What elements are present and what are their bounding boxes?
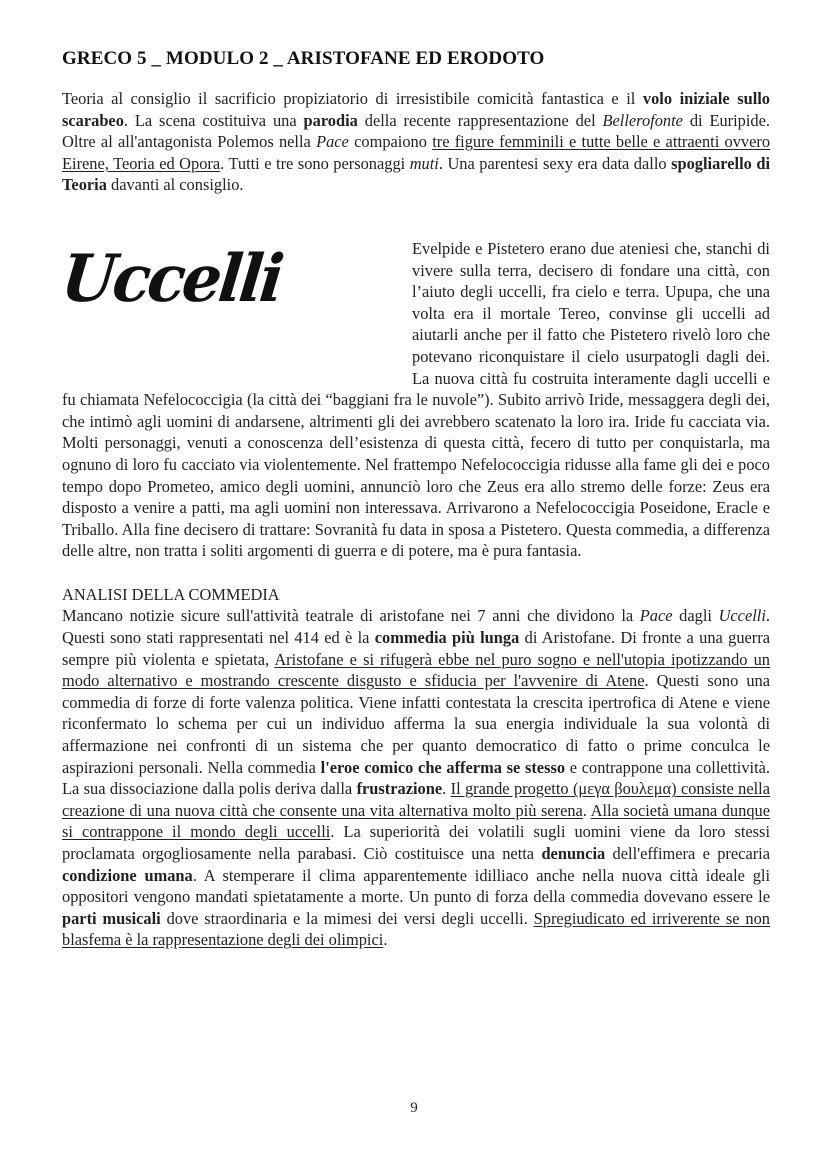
bold-text: parti musicali (62, 908, 161, 928)
italic-text: Pace (639, 606, 673, 626)
text-run: . A stemperare il clima apparentemente idilliaco anche nella nuova città ideale gli oppositori vengono mandati spietatamente a morte. Un punto di forza della commedia dovevano essere le (62, 865, 770, 907)
analysis-heading: ANALISI DELLA COMMEDIA (62, 584, 280, 604)
section-uccelli (57, 238, 770, 562)
text-run: dagli (672, 606, 719, 626)
page-number: 9 (410, 1100, 418, 1116)
bold-text: parodia (303, 110, 358, 130)
text-run: . Questi sono una commedia di forze di forte valenza politica. Viene infatti contestata la crescita ipertrofica di Atene e viene riconfermato lo schema per cui un individuo afferma la sua energia individuale la sua volontà di affermazione nei confronti di un sistema che per quanto democratico di fatto o prime conculca le aspirazioni personali. Nella commedia (62, 671, 770, 777)
bold-text: volo iniziale sullo scarabeo (62, 89, 771, 130)
text-run: della recente rappresentazione del (357, 110, 603, 130)
text-run: . Una parentesi sexy era data dallo (438, 153, 672, 173)
text-run: Teoria al consiglio il sacrificio propiziatorio di irresistibile comicità fantastica e il (62, 89, 643, 108)
text-run: Evelpide e Pistetero erano due ateniesi che, stanchi di vivere sulla terra, decisero di fondare una città, con l’aiuto degli uccelli, fra cielo e terra. Upupa, che una volta era il mortale Tereo, convinse gli uccelli ad aiutarli anche per il fatto che Pistetero rivelò loro che potevano riconquistare il cielo usurpatogli dagli dei. La nuova città fu costruita interamente dagli uccelli e fu chiamata Nefelococcigia (la città dei “baggiani fra le nuvole”). Subito arrivò Iride, messaggera degli dei, che intimò agli uomini di andarsene, altrimenti gli dei avrebbero scatenato la loro ira. Iride fu cacciata via. Molti personaggi, venuti a conoscenza dell’esistenza di questa città, fecero di tutto per conquistarla, ma ognuno di loro fu cacciato via violentemente. Nel frattempo Nefelococcigia ridusse alla fame gli dei e poco tempo dopo Prometeo, amico degli uomini, annunciò loro che Zeus era allo stremo delle forze: Zeus era disposto a venire a patti, ma agli uomini non interessava. Arrivarono a Nefelococcigia Poseidone, Eracle e Triballo. Alla fine decisero di trattare: Sovranità fu data in sposa a Pistetero. Questa commedia, a differenza delle altre, non tratta i soliti argomenti di guerra e di potere, ma è pura fantasia. (62, 238, 770, 561)
bold-text: condizione umana (62, 865, 193, 885)
bold-text: l'eroe comico che afferma se stesso (320, 757, 566, 777)
text-run: . La superiorità dei volatili sugli uomini viene da loro stessi proclamata orgogliosamente nella parabasi. Ciò costituisce una netta (62, 822, 770, 863)
italic-text: Pace (316, 132, 349, 152)
underlined-text: tre figure femminili e tutte belle e attraenti ovvero Eirene, Teoria ed Opora (62, 132, 771, 173)
text-run: e contrappone una collettività. La sua dissociazione dalla polis deriva dalla (62, 757, 770, 799)
paragraph-analysis (62, 605, 770, 951)
document-page (57, 48, 771, 951)
text-run: . (442, 779, 451, 799)
text-run: dell'effimera e precaria (605, 844, 771, 863)
bold-text: spogliarello di Teoria (62, 153, 771, 195)
text-run: dove straordinaria e la mimesi dei versi degli uccelli. (160, 908, 534, 928)
text-run: compaiono (348, 132, 433, 152)
text-run: di Euripide. Oltre al all'antagonista Polemos nella (62, 110, 770, 152)
underlined-text: Il grande progetto (μεγα βουλεμα) consiste nella creazione di una nuova città che consente una vita alternativa molto più serena (62, 779, 770, 820)
text-run: davanti al consiglio. (106, 175, 244, 195)
italic-text: Bellerofonte (602, 110, 683, 130)
text-run: . Tutti e tre sono personaggi (220, 153, 410, 173)
underlined-text: Alla società umana dunque si contrappone il mondo degli uccelli (62, 800, 770, 842)
text-run: . Questi sono stati rappresentati nel 414 ed è la (62, 606, 770, 648)
text-run: di Aristofane. Di fronte a una guerra sempre più violenta e spietata, (62, 628, 770, 669)
text-run: . (383, 930, 388, 950)
underlined-text: Aristofane e si rifugerà ebbe nel puro sogno e nell'utopia ipotizzando un modo alternativo e mostrando crescente disgusto e sfiducia per l'avvenire di Atene (62, 649, 770, 691)
uccelli-logo-text: Uccelli (57, 240, 285, 317)
italic-text: muti (409, 153, 439, 173)
text-run: . La scena costituiva una (123, 110, 304, 130)
bold-text: denuncia (541, 844, 606, 863)
text-run: Mancano notizie sicure sull'attività teatrale di aristofane nei 7 anni che dividono la (62, 606, 640, 626)
bold-text: frustrazione (356, 779, 443, 799)
italic-text: Uccelli (718, 606, 766, 626)
bold-text: commedia più lunga (374, 628, 520, 648)
uccelli-logo (57, 238, 412, 388)
text-run: . (582, 800, 591, 820)
paragraph-pace (62, 88, 770, 196)
document-title: GRECO 5 _ MODULO 2 _ ARISTOFANE ED ERODOTO (62, 48, 545, 69)
underlined-text: Spregiudicato ed irriverente se non blasfema è la rappresentazione degli dei olimpici (62, 908, 771, 950)
